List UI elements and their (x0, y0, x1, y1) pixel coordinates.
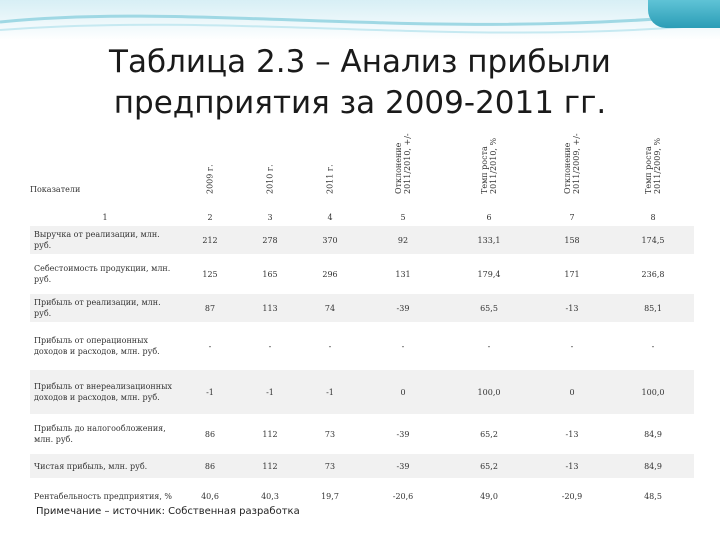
table-cell: 87 (204, 303, 216, 313)
header-2011: 2011 г. (325, 164, 335, 194)
table-cell: -1 (266, 387, 274, 397)
column-number: 7 (569, 212, 575, 222)
table-cell: -13 (565, 429, 579, 439)
table-cell: - (570, 341, 574, 351)
header-row (30, 114, 694, 208)
table-row (30, 454, 694, 478)
table-cell: 86 (204, 461, 216, 471)
row-label: Прибыль до налогообложения, млн. руб. (34, 424, 166, 444)
table-cell: 125 (202, 269, 218, 279)
table-cell: - (401, 341, 405, 351)
table-cell: - (208, 341, 212, 351)
source-note: Примечание – источник: Собственная разработка (36, 506, 300, 517)
table-cell: -39 (396, 303, 410, 313)
row-label: Выручка от реализации, млн. руб. (34, 230, 160, 250)
table-cell: 86 (204, 429, 216, 439)
row-label: Прибыль от внереализационных доходов и расходов, млн. руб. (34, 382, 172, 402)
column-number: 1 (102, 212, 108, 222)
table-cell: 85,1 (644, 303, 662, 313)
table-cell: 165 (262, 269, 278, 279)
table-cell: 236,8 (641, 269, 665, 279)
corner-accent-tab (648, 0, 720, 28)
table-cell: 278 (262, 235, 278, 245)
table-cell: -20,6 (392, 491, 414, 501)
column-number: 4 (327, 212, 333, 222)
table-cell: 171 (564, 269, 580, 279)
table-cell: - (651, 341, 655, 351)
table-cell: -13 (565, 461, 579, 471)
table-cell: 40,6 (201, 491, 219, 501)
table-cell: 40,3 (261, 491, 279, 501)
profit-analysis-table (30, 114, 694, 514)
row-label: Себестоимость продукции, млн. руб. (34, 264, 171, 284)
table-cell: -13 (565, 303, 579, 313)
header-growth-2011-2009: Темп роста 2011/2009, % (644, 137, 662, 194)
row-label: Прибыль от операционных доходов и расходов, млн. руб. (34, 336, 160, 356)
table-cell: 48,5 (644, 491, 662, 501)
table-cell: - (487, 341, 491, 351)
table-cell: 370 (322, 235, 338, 245)
table-cell: 0 (569, 387, 575, 397)
header-indicator: Показатели (30, 185, 81, 194)
table-cell: 131 (395, 269, 411, 279)
table-row (30, 414, 694, 454)
table-cell: -39 (396, 429, 410, 439)
table-cell: 100,0 (477, 387, 501, 397)
table-cell: 65,2 (480, 461, 498, 471)
table-cell: -39 (396, 461, 410, 471)
header-deviation-2011-2010: Отклонение 2011/2010, +/- (394, 133, 412, 194)
table-row (30, 226, 694, 254)
table-cell: 73 (324, 461, 336, 471)
table-row (30, 254, 694, 294)
table-cell: 112 (262, 461, 278, 471)
table-cell: 296 (322, 269, 338, 279)
table-cell: 65,2 (480, 429, 498, 439)
row-label: Прибыль от реализации, млн. руб. (34, 298, 161, 318)
table-cell: 112 (262, 429, 278, 439)
table-cell: - (328, 341, 332, 351)
header-growth-2011-2010: Темп роста 2011/2010, % (480, 137, 498, 194)
table-cell: 174,5 (641, 235, 665, 245)
column-number: 6 (486, 212, 492, 222)
table-cell: 158 (564, 235, 580, 245)
table-cell: -20,9 (561, 491, 583, 501)
table-cell: 0 (400, 387, 406, 397)
header-2009: 2009 г. (205, 164, 215, 194)
table-cell: 179,4 (477, 269, 501, 279)
column-number: 8 (650, 212, 656, 222)
table-cell: 73 (324, 429, 336, 439)
table-row (30, 322, 694, 370)
table-cell: 133,1 (477, 235, 501, 245)
table-cell: -1 (206, 387, 214, 397)
table-cell: 19,7 (321, 491, 339, 501)
header-2010: 2010 г. (265, 164, 275, 194)
table-row (30, 294, 694, 322)
table-cell: 84,9 (644, 429, 662, 439)
slide-title: Таблица 2.3 – Анализ прибыли предприятия за 2009-2011 гг. (109, 44, 611, 121)
column-number: 3 (267, 212, 273, 222)
table-cell: 92 (397, 235, 409, 245)
table-cell: 212 (202, 235, 218, 245)
table-cell: -1 (326, 387, 334, 397)
table-cell: 113 (262, 303, 278, 313)
column-number: 2 (207, 212, 213, 222)
table-cell: 49,0 (480, 491, 498, 501)
row-label: Чистая прибыль, млн. руб. (34, 461, 148, 471)
table-cell: - (268, 341, 272, 351)
row-label: Рентабельность предприятия, % (34, 491, 173, 501)
table-cell: 74 (324, 303, 336, 313)
table-cell: 84,9 (644, 461, 662, 471)
table-cell: 65,5 (480, 303, 498, 313)
table-cell: 100,0 (641, 387, 665, 397)
column-number-row (30, 208, 694, 226)
column-number: 5 (400, 212, 406, 222)
header-deviation-2011-2009: Отклонение 2011/2009, +/- (563, 133, 581, 194)
table-row (30, 370, 694, 414)
